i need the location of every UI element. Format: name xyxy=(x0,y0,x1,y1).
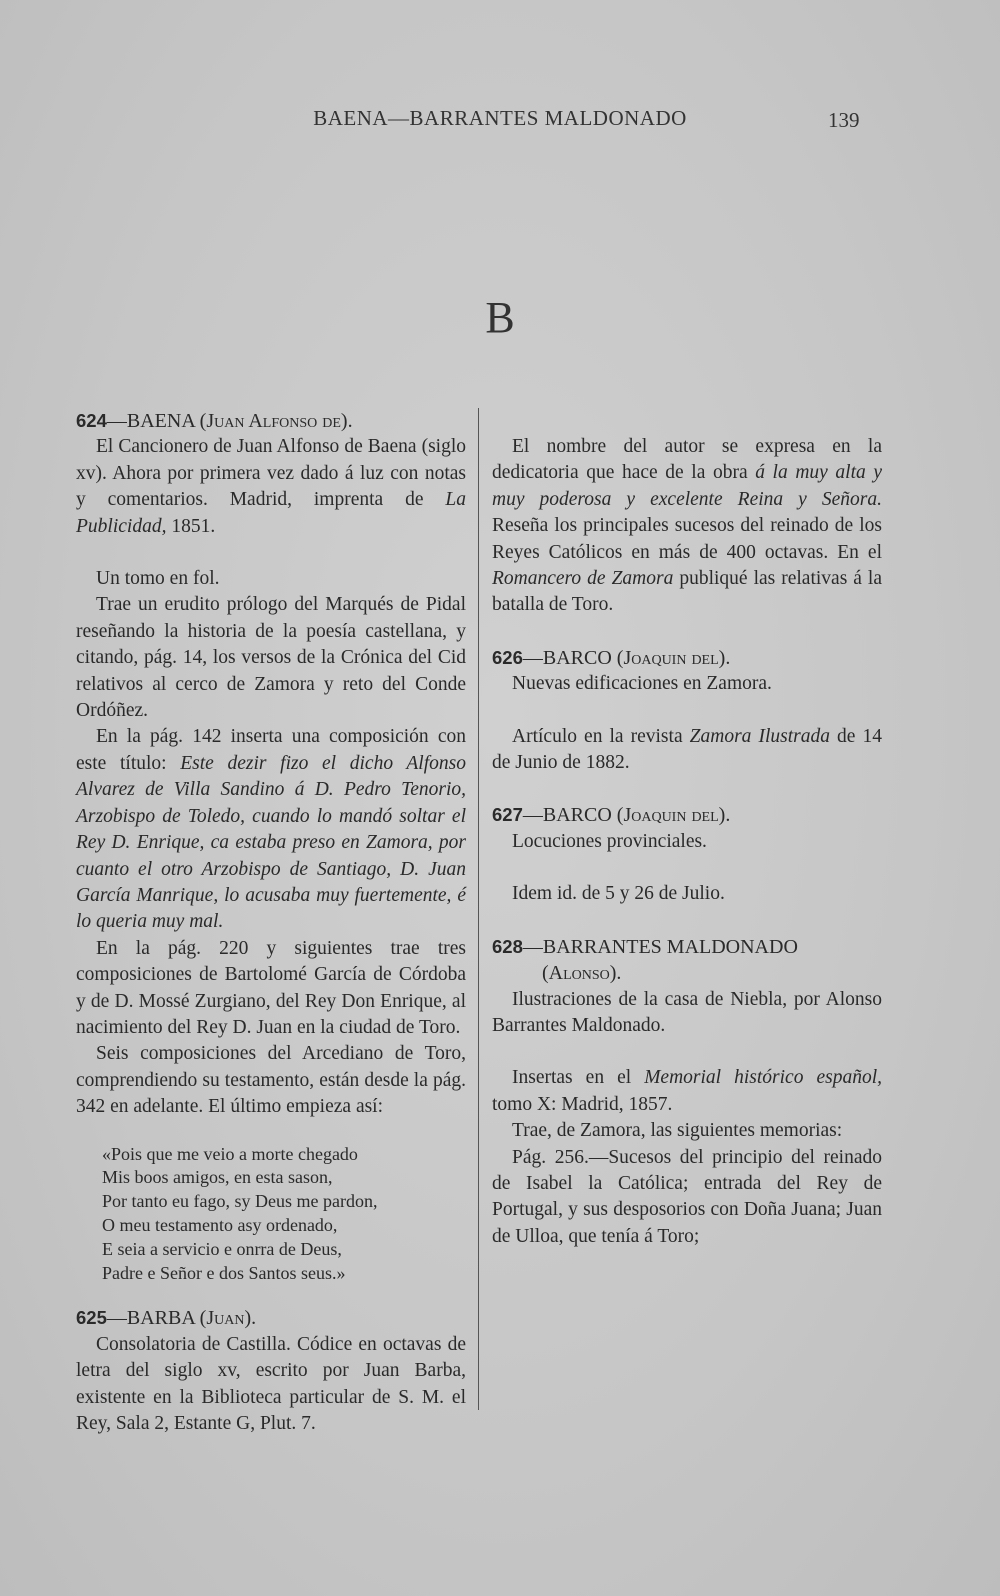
verse-line: O meu testamento asy ordenado, xyxy=(102,1214,338,1235)
entry-paragraph: Insertas en el Memorial histórico español, tomo X: Madrid, 1857. xyxy=(492,1067,883,1115)
entry-title: Ilustraciones de la casa de Niebla, por Alonso Barrantes Maldonado. xyxy=(492,988,882,1036)
entry-paragraph: Trae, de Zamora, las siguientes memorias: xyxy=(512,1120,843,1142)
right-column xyxy=(492,408,882,1250)
entry-description: Un tomo en fol. xyxy=(96,568,220,590)
entry-number: 625 xyxy=(76,1307,107,1329)
verse-line: E seia a servicio e onrra de Deus, xyxy=(102,1238,342,1259)
verse-line: Padre e Señor e dos Santos seus.» xyxy=(102,1262,346,1283)
verse-line: «Pois que me veio a morte chegado xyxy=(102,1143,358,1164)
verse-quote xyxy=(102,1143,466,1286)
entry-paragraph: Pág. 256.—Sucesos del principio del reinado de Isabel la Católica; entrada del Rey de Portugal, y sus desposorios con Doña Juana; Juan de Ulloa, que tenía á Toro; xyxy=(492,1146,882,1247)
entry-title: Locuciones provinciales. xyxy=(512,830,707,852)
entry-628 xyxy=(492,934,882,1250)
entry-paragraph: El nombre del autor se expresa en la dedicatoria que hace de la obra á la muy alta y muy poderosa y excelente Reina y Señora. Reseña los principales sucesos del reinado de los Reyes Católicos en más de 400 octavas. En el Romancero de Zamora publiqué las relativas á la batalla de Toro. xyxy=(492,436,883,616)
column-rule xyxy=(478,408,479,1410)
entry-paragraph: Idem id. de 5 y 26 de Julio. xyxy=(512,883,725,905)
entry-627 xyxy=(492,802,882,907)
running-head: BAENA—BARRANTES MALDONADO xyxy=(313,106,687,130)
entry-title: Nuevas edificaciones en Zamora. xyxy=(512,673,772,695)
entry-624 xyxy=(76,408,466,1285)
entry-paragraph: Trae un erudito prólogo del Marqués de Pidal reseñando la historia de la poesía castellana, y citando, pág. 14, los versos de la Crónica del Cid relativos al cerco de Zamora y reto del Conde Ordóñez. xyxy=(76,594,466,722)
entry-heading: 627—BARCO (Joaquin del). xyxy=(492,804,731,827)
entry-heading-continued: (Alonso). xyxy=(542,962,622,985)
entry-625 xyxy=(76,1305,466,1437)
entry-paragraph: Seis composiciones del Arcediano de Toro, comprendiendo su testamento, están desde la pág. 342 en adelante. El último empieza así: xyxy=(76,1043,466,1118)
entry-heading: 628—BARRANTES MALDONADO xyxy=(492,935,798,958)
entry-number: 628 xyxy=(492,935,523,957)
page-number: 139 xyxy=(828,108,860,132)
left-column xyxy=(76,408,466,1437)
entry-626 xyxy=(492,645,882,777)
entry-625-continued xyxy=(492,408,882,619)
verse-line: Por tanto eu fago, sy Deus me pardon, xyxy=(102,1191,378,1212)
entry-title: Consolatoria de Castilla. Códice en octavas de letra del siglo xv, escrito por Juan Barba, existente en la Biblioteca particular de S. M. el Rey, Sala 2, Estante G, Plut. 7. xyxy=(76,1333,466,1434)
entry-title: El Cancionero de Juan Alfonso de Baena (siglo xv). Ahora por primera vez dado á luz con notas y comentarios. Madrid, imprenta de La Publicidad, 1851. xyxy=(76,436,466,537)
entry-heading: 625—BARBA (Juan). xyxy=(76,1307,257,1330)
section-letter: B xyxy=(485,293,515,342)
entry-heading: 626—BARCO (Joaquin del). xyxy=(492,646,731,669)
entry-paragraph: En la pág. 220 y siguientes trae tres composiciones de Bartolomé García de Córdoba y de D. Mossé Zurgiano, del Rey Don Enrique, al nacimiento del Rey D. Juan en la ciudad de Toro. xyxy=(76,937,466,1038)
entry-paragraph: En la pág. 142 inserta una composición con este título: Este dezir fizo el dicho Alfonso Alvarez de Villa Sandino á D. Pedro Tenorio, Arzobispo de Toledo, cuando lo mandó soltar el Rey D. Enrique, ca estaba preso en Zamora, por cuanto el otro Arzobispo de Santiago, D. Juan García Manrique, lo acusaba muy fuertemente, é lo queria muy mal. xyxy=(76,726,466,933)
entry-number: 626 xyxy=(492,646,523,668)
verse-line: Mis boos amigos, en esta sason, xyxy=(102,1167,333,1188)
entry-heading: 624—BAENA (Juan Alfonso de). xyxy=(76,410,353,432)
entry-number: 627 xyxy=(492,804,523,826)
entry-number: 624 xyxy=(76,410,107,431)
entry-paragraph: Artículo en la revista Zamora Ilustrada de 14 de Junio de 1882. xyxy=(492,725,882,774)
